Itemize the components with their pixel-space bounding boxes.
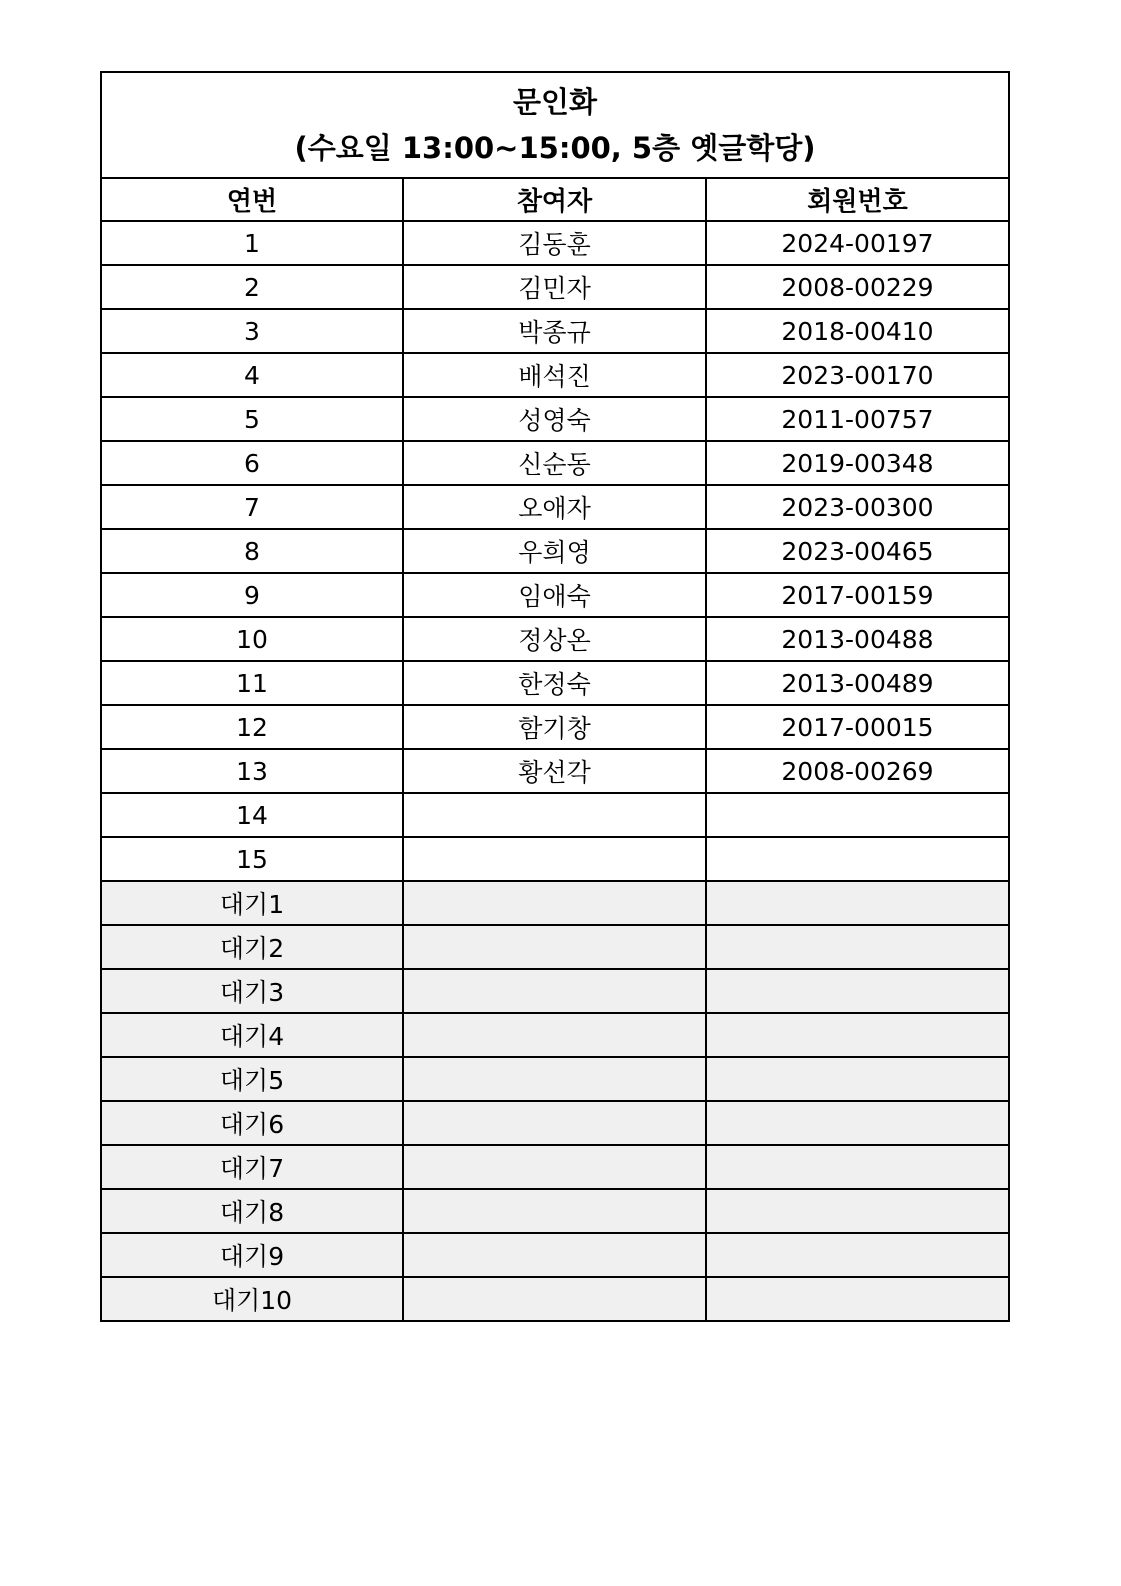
- member-id-cell: 2013-00489: [706, 661, 1009, 705]
- participant-name-cell: [403, 1013, 706, 1057]
- waitlist-row: [101, 969, 1009, 1013]
- member-id-cell: 2008-00269: [706, 749, 1009, 793]
- participant-name-cell: 정상온: [403, 617, 706, 661]
- row-number-cell: 대기1: [101, 881, 403, 925]
- participant-name-cell: [403, 793, 706, 837]
- row-number-cell: 5: [101, 397, 403, 441]
- participant-name-cell: [403, 1101, 706, 1145]
- table-row: [101, 705, 1009, 749]
- member-id-cell: 2008-00229: [706, 265, 1009, 309]
- participant-name-cell: 김민자: [403, 265, 706, 309]
- row-number-cell: 대기4: [101, 1013, 403, 1057]
- member-id-cell: 2024-00197: [706, 221, 1009, 265]
- title-class-name: 문인화: [512, 85, 598, 119]
- table-row: [101, 353, 1009, 397]
- member-id-cell: 2017-00159: [706, 573, 1009, 617]
- row-number-cell: 9: [101, 573, 403, 617]
- row-number-cell: 8: [101, 529, 403, 573]
- member-id-cell: [706, 1057, 1009, 1101]
- table-row: [101, 441, 1009, 485]
- row-number-cell: 대기6: [101, 1101, 403, 1145]
- waitlist-row: [101, 881, 1009, 925]
- waitlist-row: [101, 1057, 1009, 1101]
- table-row: [101, 221, 1009, 265]
- member-id-cell: 2023-00465: [706, 529, 1009, 573]
- row-number-cell: 대기5: [101, 1057, 403, 1101]
- row-number-cell: 4: [101, 353, 403, 397]
- roster-body: [101, 221, 1009, 1321]
- row-number-cell: 대기2: [101, 925, 403, 969]
- title-schedule: (수요일 13:00~15:00, 5층 옛글학당): [294, 131, 816, 165]
- member-id-cell: [706, 925, 1009, 969]
- participant-name-cell: 신순동: [403, 441, 706, 485]
- member-id-cell: [706, 1189, 1009, 1233]
- participant-name-cell: 성영숙: [403, 397, 706, 441]
- column-header-row: [101, 178, 1009, 221]
- table-row: [101, 265, 1009, 309]
- member-id-cell: 2018-00410: [706, 309, 1009, 353]
- table-row: [101, 397, 1009, 441]
- participant-name-cell: 박종규: [403, 309, 706, 353]
- waitlist-row: [101, 1145, 1009, 1189]
- participant-name-cell: 오애자: [403, 485, 706, 529]
- waitlist-row: [101, 925, 1009, 969]
- row-number-cell: 1: [101, 221, 403, 265]
- row-number-cell: 10: [101, 617, 403, 661]
- table-row: [101, 485, 1009, 529]
- waitlist-row: [101, 1101, 1009, 1145]
- participant-name-cell: 함기창: [403, 705, 706, 749]
- row-number-cell: 대기3: [101, 969, 403, 1013]
- member-id-cell: 2019-00348: [706, 441, 1009, 485]
- participant-name-cell: [403, 1189, 706, 1233]
- row-number-cell: 2: [101, 265, 403, 309]
- member-id-cell: [706, 969, 1009, 1013]
- column-header-participant: 참여자: [403, 178, 706, 221]
- participant-name-cell: 배석진: [403, 353, 706, 397]
- row-number-cell: 대기10: [101, 1277, 403, 1321]
- column-header-member-id: 회원번호: [706, 178, 1009, 221]
- member-id-cell: 2023-00300: [706, 485, 1009, 529]
- table-row: [101, 309, 1009, 353]
- row-number-cell: 7: [101, 485, 403, 529]
- waitlist-row: [101, 1013, 1009, 1057]
- table-row: [101, 837, 1009, 881]
- participant-name-cell: [403, 1057, 706, 1101]
- member-id-cell: [706, 1013, 1009, 1057]
- row-number-cell: 대기8: [101, 1189, 403, 1233]
- column-header-no: 연번: [101, 178, 403, 221]
- member-id-cell: 2017-00015: [706, 705, 1009, 749]
- row-number-cell: 12: [101, 705, 403, 749]
- table-row: [101, 573, 1009, 617]
- waitlist-row: [101, 1189, 1009, 1233]
- participant-name-cell: [403, 1233, 706, 1277]
- member-id-cell: [706, 1101, 1009, 1145]
- member-id-cell: 2013-00488: [706, 617, 1009, 661]
- roster-sheet: [100, 71, 1008, 1322]
- participant-name-cell: [403, 881, 706, 925]
- participant-name-cell: 김동훈: [403, 221, 706, 265]
- row-number-cell: 14: [101, 793, 403, 837]
- row-number-cell: 3: [101, 309, 403, 353]
- member-id-cell: [706, 1277, 1009, 1321]
- member-id-cell: [706, 1233, 1009, 1277]
- roster-table: [100, 71, 1010, 1322]
- row-number-cell: 6: [101, 441, 403, 485]
- table-row: [101, 749, 1009, 793]
- waitlist-row: [101, 1233, 1009, 1277]
- participant-name-cell: [403, 925, 706, 969]
- row-number-cell: 15: [101, 837, 403, 881]
- member-id-cell: [706, 793, 1009, 837]
- participant-name-cell: 황선각: [403, 749, 706, 793]
- title-row: [101, 72, 1009, 178]
- table-row: [101, 529, 1009, 573]
- member-id-cell: [706, 1145, 1009, 1189]
- member-id-cell: 2023-00170: [706, 353, 1009, 397]
- page-title: [101, 72, 1009, 178]
- participant-name-cell: [403, 1277, 706, 1321]
- member-id-cell: [706, 881, 1009, 925]
- participant-name-cell: [403, 837, 706, 881]
- waitlist-row: [101, 1277, 1009, 1321]
- row-number-cell: 대기7: [101, 1145, 403, 1189]
- table-row: [101, 793, 1009, 837]
- table-row: [101, 661, 1009, 705]
- participant-name-cell: 한정숙: [403, 661, 706, 705]
- member-id-cell: [706, 837, 1009, 881]
- row-number-cell: 대기9: [101, 1233, 403, 1277]
- row-number-cell: 13: [101, 749, 403, 793]
- row-number-cell: 11: [101, 661, 403, 705]
- participant-name-cell: 임애숙: [403, 573, 706, 617]
- participant-name-cell: [403, 1145, 706, 1189]
- participant-name-cell: 우희영: [403, 529, 706, 573]
- member-id-cell: 2011-00757: [706, 397, 1009, 441]
- participant-name-cell: [403, 969, 706, 1013]
- table-row: [101, 617, 1009, 661]
